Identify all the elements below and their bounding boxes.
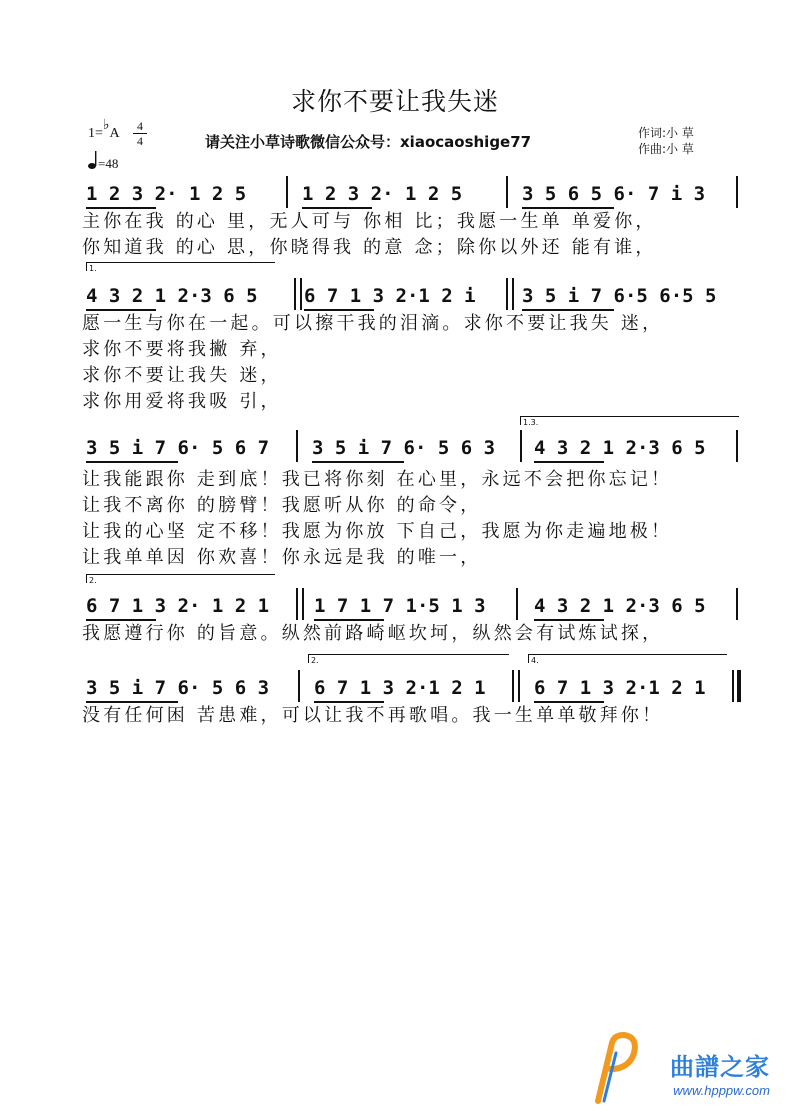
- barline: [302, 588, 304, 620]
- repeat-barline: [512, 670, 514, 702]
- volta-bracket: 1.: [86, 262, 275, 271]
- barline: [506, 176, 508, 208]
- repeat-barline: [296, 588, 298, 620]
- composer: 作曲:小 草: [638, 142, 694, 156]
- logo-site-url: www.hpppw.com: [673, 1083, 770, 1098]
- quarter-note-icon: [88, 150, 98, 170]
- measure: 6 7 1 3 2·1 2 i: [304, 285, 476, 307]
- repeat-barline: [506, 278, 508, 310]
- beam-underline: [534, 619, 604, 621]
- beam-underline: [86, 309, 156, 311]
- measure: 6 7 1 3 2· 1 2 1: [86, 595, 270, 617]
- lyric-line: 愿一生与你在一起。可以擦干我的泪滴。求你不要让我失 迷，: [82, 313, 664, 334]
- measure: 6 7 1 3 2·1 2 1: [534, 677, 706, 699]
- beam-underline: [314, 701, 384, 703]
- barline: [300, 278, 302, 310]
- notes-line: [82, 436, 742, 464]
- barline: [512, 278, 514, 310]
- song-title: 求你不要让我失迷: [290, 87, 499, 116]
- lyric-line: 我愿遵行你 的旨意。纵然前路崎岖坎坷，纵然会有试炼试探，: [82, 623, 664, 644]
- barline: [736, 588, 738, 620]
- barline: [520, 430, 522, 462]
- beam-underline: [302, 207, 372, 209]
- lyricist: 作词:小 草: [638, 126, 694, 140]
- time-bottom: 4: [133, 133, 147, 148]
- tempo-marking: [88, 150, 118, 172]
- key-letter: A: [109, 126, 120, 141]
- lyric-line: 求你不要将我撇 弃，: [82, 339, 282, 360]
- beam-underline: [522, 207, 614, 209]
- measure: 3 5 i 7 6· 5 6 7: [86, 437, 270, 459]
- beam-underline: [314, 619, 384, 621]
- wechat-notice: 请关注小草诗歌微信公众号：xiaocaoshige77: [205, 133, 532, 151]
- final-barline: [737, 670, 741, 702]
- logo-brand-text: 曲譜之家: [670, 1053, 770, 1081]
- barline: [298, 670, 300, 702]
- beam-underline: [86, 619, 156, 621]
- measure: 3 5 i 7 6·5 6·5 5: [522, 285, 717, 307]
- beam-underline: [522, 309, 614, 311]
- final-barline: [732, 670, 734, 702]
- beam-underline: [86, 461, 178, 463]
- barline: [296, 430, 298, 462]
- measure: 4 3 2 1 2·3 6 5: [534, 595, 706, 617]
- barline: [516, 588, 518, 620]
- volta-bracket: 1.3.: [520, 416, 739, 425]
- volta-bracket: 4.: [528, 654, 727, 663]
- notes-line: [82, 676, 742, 704]
- lyric-line: 让我单单因 你欢喜！你永远是我 的唯一，: [82, 547, 482, 568]
- barline: [286, 176, 288, 208]
- lyric-line: 让我能跟你 走到底！我已将你刻 在心里，永远不会把你忘记！: [82, 469, 673, 490]
- notes-line: [82, 594, 742, 622]
- lyric-line: 你知道我 的心 思，你晓得我 的意 念；除你以外还 能有谁，: [82, 237, 657, 258]
- beam-underline: [312, 461, 404, 463]
- notes-line: [82, 284, 742, 312]
- key-label: 1=: [88, 126, 103, 141]
- measure: 4 3 2 1 2·3 6 5: [86, 285, 258, 307]
- repeat-barline: [294, 278, 296, 310]
- credits: [638, 125, 694, 157]
- volta-bracket: 2.: [308, 654, 509, 663]
- lyric-line: 求你用爱将我吸 引，: [82, 391, 282, 412]
- volta-bracket: 2.: [86, 574, 275, 583]
- lyric-line: 没有任何困 苦患难，可以让我不再歌唱。我一生单单敬拜你！: [82, 705, 664, 726]
- notes-line: [82, 182, 742, 210]
- lyric-line: 主你在我 的心 里，无人可与 你相 比；我愿一生单 单爱你，: [82, 211, 657, 232]
- flat-symbol: ♭: [102, 118, 110, 133]
- measure: 1 2 3 2· 1 2 5: [302, 183, 463, 205]
- beam-underline: [534, 461, 604, 463]
- key-signature: [88, 118, 120, 142]
- beam-underline: [86, 207, 156, 209]
- barline: [518, 670, 520, 702]
- beam-underline: [534, 701, 604, 703]
- logo-mark-icon: [588, 1031, 642, 1105]
- measure: 6 7 1 3 2·1 2 1: [314, 677, 486, 699]
- time-top: 4: [137, 119, 143, 133]
- time-signature: [133, 119, 147, 148]
- lyric-line: 求你不要让我失 迷，: [82, 365, 282, 386]
- repeat-barline: [736, 430, 738, 462]
- measure: 3 5 i 7 6· 5 6 3: [312, 437, 496, 459]
- barline: [736, 176, 738, 208]
- measure: 3 5 i 7 6· 5 6 3: [86, 677, 270, 699]
- measure: 3 5 6 5 6· 7 i 3: [522, 183, 706, 205]
- beam-underline: [304, 309, 374, 311]
- tempo-value: =48: [98, 156, 119, 171]
- lyric-line: 让我不离你 的膀臂！我愿听从你 的命令，: [82, 495, 482, 516]
- measure: 1 2 3 2· 1 2 5: [86, 183, 247, 205]
- measure: 1 7 1 7 1·5 1 3: [314, 595, 486, 617]
- measure: 4 3 2 1 2·3 6 5: [534, 437, 706, 459]
- beam-underline: [86, 701, 178, 703]
- site-logo: [588, 1031, 778, 1111]
- lyric-line: 让我的心坚 定不移！我愿为你放 下自己，我愿为你走遍地极！: [82, 521, 673, 542]
